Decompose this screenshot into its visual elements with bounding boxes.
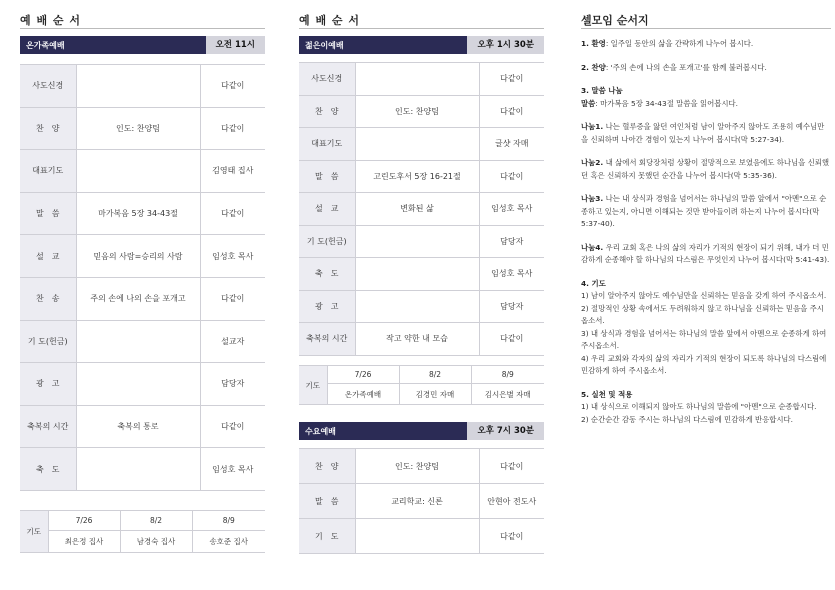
prayer-name: 온가족예배 <box>327 384 399 405</box>
prayer-name: 남경숙 집사 <box>120 531 192 553</box>
row-label: 찬 송 <box>20 277 76 320</box>
row-content <box>355 519 479 554</box>
table-row <box>299 128 544 161</box>
sharing-heading: 나눔4. <box>581 242 604 252</box>
col1-order-table <box>20 64 265 491</box>
col1-prayer-table <box>20 510 265 553</box>
prayer-date: 8/2 <box>120 511 192 531</box>
sharing-2 <box>581 157 831 182</box>
row-leader: 다같이 <box>479 95 544 128</box>
prayer-date: 8/9 <box>192 511 265 531</box>
row-leader: 다같이 <box>200 277 265 320</box>
row-content <box>355 128 479 161</box>
table-row <box>20 107 265 150</box>
row-leader: 안현아 전도사 <box>479 484 544 519</box>
table-row <box>20 363 265 406</box>
row-leader: 다같이 <box>200 65 265 108</box>
step-practice <box>581 389 831 427</box>
row-label: 찬 양 <box>20 107 76 150</box>
step-heading: 2. 찬양 <box>581 62 606 72</box>
row-label: 말 씀 <box>20 192 76 235</box>
row-label: 설 교 <box>20 235 76 278</box>
prayer-item: 2) 절망적인 상황 속에서도 두려워하지 않고 하나님을 신뢰하는 믿음을 주시옵소서. <box>581 303 824 325</box>
row-content <box>355 290 479 323</box>
col2-service2-name: 수요예배 <box>305 427 336 436</box>
prayer-date: 8/9 <box>471 366 544 384</box>
col2-service-time: 오후 1시 30분 <box>467 36 544 54</box>
step-praise <box>581 62 831 75</box>
col2-service-name: 젊은이예배 <box>305 41 344 50</box>
sharing-3 <box>581 193 831 231</box>
table-row <box>299 193 544 226</box>
col2-service2-time: 오후 7시 30분 <box>467 422 544 440</box>
row-content: 주의 손에 나의 손을 포개고 <box>76 277 200 320</box>
prayer-date: 7/26 <box>327 366 399 384</box>
row-label: 대표기도 <box>20 150 76 193</box>
row-leader: 다같이 <box>479 160 544 193</box>
row-label: 설 교 <box>299 193 355 226</box>
prayer-name: 김시은별 자매 <box>471 384 544 405</box>
row-label: 축복의 시간 <box>20 405 76 448</box>
row-label: 사도신경 <box>299 63 355 96</box>
sharing-text: 우리 교회 혹은 나의 삶의 자리가 기적의 현장이 되기 위해, 내가 더 민감하게 순종해야 할 하나님의 다스림은 무엇인지 나누어 봅시다(막 5:41-43). <box>581 242 830 264</box>
step-text: : 마가복음 5장 34-43절 말씀을 읽어봅시다. <box>595 98 738 108</box>
row-content: 인도: 찬양팀 <box>355 95 479 128</box>
sharing-text: 내 삶에서 회당장처럼 상황이 절망적으로 보였음에도 하나님을 신뢰했던 혹은 신뢰하지 못했던 순간을 나누어 봅시다(막 5:35-36). <box>581 158 830 180</box>
col2-prayer-table <box>299 365 544 405</box>
step-text: : '주의 손에 나의 손을 포개고'를 함께 불러봅시다. <box>605 62 767 72</box>
row-label: 기 도 <box>299 519 355 554</box>
prayer-name: 김경민 자매 <box>399 384 471 405</box>
row-content <box>355 258 479 291</box>
row-label: 말 씀 <box>299 160 355 193</box>
row-label: 광 고 <box>20 363 76 406</box>
row-content: 작고 약한 내 모습 <box>355 323 479 356</box>
row-content <box>355 63 479 96</box>
col2-order-table <box>299 62 544 356</box>
table-row <box>20 192 265 235</box>
prayer-label: 기도 <box>20 511 48 553</box>
practice-item: 2) 순간순간 감동 주시는 하나님의 다스림에 민감하게 반응합시다. <box>581 414 794 424</box>
row-content: 변화된 삶 <box>355 193 479 226</box>
table-row <box>20 235 265 278</box>
sharing-text: 나는 내 상식과 경험을 넘어서는 하나님의 말씀 앞에서 "아멘"으로 순종하고 있는지, 아니면 이해되는 것만 받아들이려 하는지 나누어 봅시다(막 5:37-40). <box>581 194 827 228</box>
col2-wednesday-table <box>299 448 544 554</box>
row-content <box>76 363 200 406</box>
table-row <box>299 258 544 291</box>
prayer-dates-row <box>299 366 544 384</box>
table-row <box>299 323 544 356</box>
table-row <box>20 448 265 491</box>
sharing-heading: 나눔3. <box>581 194 604 203</box>
col1-title: 예 배 순 서 <box>20 14 81 27</box>
sharing-heading: 나눔2. <box>581 158 604 167</box>
table-row <box>299 63 544 96</box>
col3-title: 셀모임 순서지 <box>581 14 649 27</box>
row-label: 대표기도 <box>299 128 355 161</box>
row-leader: 글샷 자매 <box>479 128 544 161</box>
row-leader: 담당자 <box>200 363 265 406</box>
col2-title-divider <box>299 28 544 29</box>
prayer-label: 기도 <box>299 366 327 405</box>
col3-title-divider <box>581 28 831 29</box>
row-leader: 다같이 <box>479 323 544 356</box>
row-label: 광 고 <box>299 290 355 323</box>
prayer-date: 7/26 <box>48 511 120 531</box>
col2-title: 예 배 순 서 <box>299 14 360 27</box>
step-heading: 5. 실천 및 적용 <box>581 389 633 399</box>
row-label: 말 씀 <box>299 484 355 519</box>
table-row <box>299 519 544 554</box>
row-leader: 임성호 목사 <box>479 193 544 226</box>
row-content: 고린도후서 5장 16-21절 <box>355 160 479 193</box>
row-label: 찬 양 <box>299 95 355 128</box>
step-welcome <box>581 38 831 51</box>
row-content: 믿음의 사람=승리의 사람 <box>76 235 200 278</box>
row-content: 인도: 찬양팀 <box>355 449 479 484</box>
step-text: : 일주일 동안의 삶을 간략하게 나누어 봅시다. <box>605 39 754 48</box>
table-row <box>299 95 544 128</box>
col2-service-header <box>299 36 544 54</box>
table-row <box>20 277 265 320</box>
col1-service-time: 오전 11시 <box>206 36 265 54</box>
row-label: 축 도 <box>20 448 76 491</box>
step-heading: 3. 말씀 나눔 <box>581 86 623 95</box>
row-content <box>76 320 200 363</box>
row-leader: 다같이 <box>479 519 544 554</box>
prayer-names-row <box>299 384 544 405</box>
row-content <box>76 150 200 193</box>
row-leader: 다같이 <box>479 449 544 484</box>
table-row <box>299 484 544 519</box>
row-leader: 임성호 목사 <box>200 235 265 278</box>
row-content: 교리학교: 신론 <box>355 484 479 519</box>
prayer-item: 1) 남이 알아주지 않아도 예수님만을 신뢰하는 믿음을 갖게 하여 주시옵소서. <box>581 291 827 300</box>
table-row <box>299 225 544 258</box>
col1-service-header <box>20 36 265 54</box>
row-content: 인도: 찬양팀 <box>76 107 200 150</box>
table-row <box>299 160 544 193</box>
col1-service-name: 온가족예배 <box>26 41 65 50</box>
row-leader: 담당자 <box>479 290 544 323</box>
row-leader: 다같이 <box>200 107 265 150</box>
col2-wednesday-header <box>299 422 544 440</box>
table-row <box>299 290 544 323</box>
row-leader: 김영태 집사 <box>200 150 265 193</box>
table-row <box>20 320 265 363</box>
row-leader: 설교자 <box>200 320 265 363</box>
step-heading: 1. 환영 <box>581 39 606 48</box>
row-label: 축 도 <box>299 258 355 291</box>
prayer-name: 최은정 집사 <box>48 531 120 553</box>
prayer-dates-row <box>20 511 265 531</box>
row-label: 기 도(헌금) <box>20 320 76 363</box>
row-leader: 다같이 <box>200 405 265 448</box>
row-label: 축복의 시간 <box>299 323 355 356</box>
prayer-item: 3) 내 상식과 경험을 넘어서는 하나님의 말씀 앞에서 아멘으로 순종하게 하여 주시옵소서. <box>581 328 827 350</box>
row-label: 기 도(헌금) <box>299 225 355 258</box>
table-row <box>20 405 265 448</box>
prayer-item: 4) 우리 교회와 각자의 삶의 자리가 기적의 현장이 되도록 하나님의 다스림에 민감하게 하여 주시옵소서. <box>581 353 827 375</box>
row-content: 마가복음 5장 34-43절 <box>76 192 200 235</box>
sub-heading: 말씀 <box>581 98 596 108</box>
sharing-text: 나는 혈루증을 앓던 여인처럼 남이 알아주지 않아도 조용히 예수님만을 신뢰하며 나아간 경험이 있는지 나누어 봅시다(막 5:27-34). <box>581 122 825 144</box>
sharing-1 <box>581 121 831 146</box>
table-row <box>20 150 265 193</box>
row-label: 사도신경 <box>20 65 76 108</box>
table-row <box>20 65 265 108</box>
row-content <box>355 225 479 258</box>
sharing-4 <box>581 242 831 267</box>
practice-item: 1) 내 상식으로 이해되지 않아도 하나님의 말씀에 "아멘"으로 순종합시다. <box>581 402 817 411</box>
row-leader: 임성호 목사 <box>200 448 265 491</box>
col1-title-divider <box>20 28 265 29</box>
prayer-name: 송호준 집사 <box>192 531 265 553</box>
row-content <box>76 448 200 491</box>
row-label: 찬 양 <box>299 449 355 484</box>
step-word-sharing <box>581 85 831 110</box>
step-heading: 4. 기도 <box>581 278 606 288</box>
row-leader: 다같이 <box>479 63 544 96</box>
table-row <box>299 449 544 484</box>
row-leader: 다같이 <box>200 192 265 235</box>
step-prayer <box>581 278 831 378</box>
row-leader: 담당자 <box>479 225 544 258</box>
row-leader: 임성호 목사 <box>479 258 544 291</box>
prayer-names-row <box>20 531 265 553</box>
row-content <box>76 65 200 108</box>
cell-meeting-guide <box>581 38 831 437</box>
row-content: 축복의 통로 <box>76 405 200 448</box>
prayer-date: 8/2 <box>399 366 471 384</box>
sharing-heading: 나눔1. <box>581 122 604 131</box>
